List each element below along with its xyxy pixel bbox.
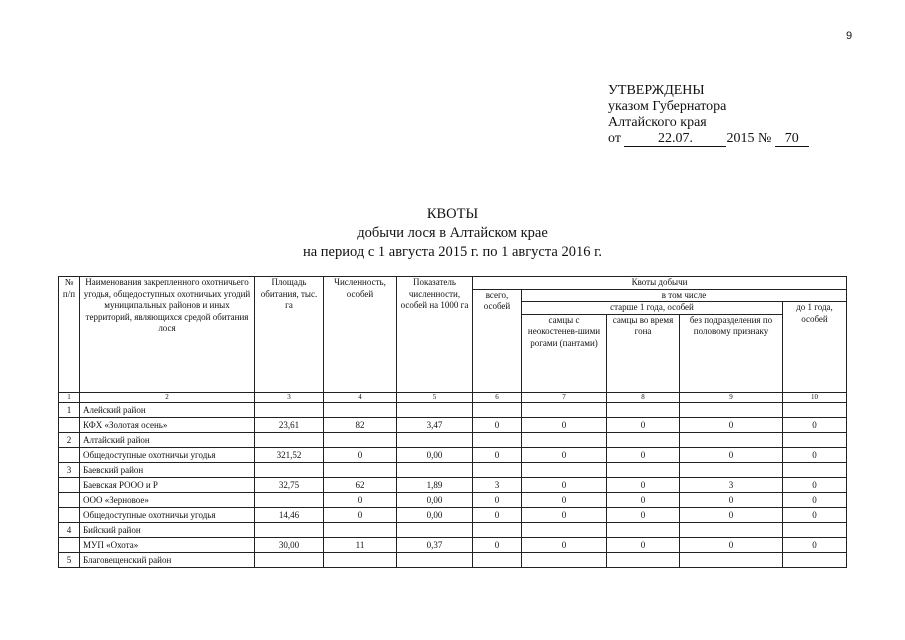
quota-total: 0 — [473, 447, 522, 462]
hunting-ground-name: Баевская РООО и Р — [80, 477, 255, 492]
density-value: 0,00 — [397, 492, 473, 507]
empty-cell — [324, 522, 397, 537]
empty-cell — [607, 552, 680, 567]
quota-males-antlers: 0 — [522, 507, 607, 522]
empty-cell — [473, 522, 522, 537]
empty-cell — [255, 462, 324, 477]
row-number — [59, 507, 80, 522]
count-value: 0 — [324, 447, 397, 462]
district-name: Благовещенский район — [80, 552, 255, 567]
quota-males-antlers: 0 — [522, 492, 607, 507]
column-number: 8 — [607, 392, 680, 402]
quota-males-rut: 0 — [607, 492, 680, 507]
quota-young: 0 — [783, 537, 847, 552]
header-name: Наименования закрепленного охотничьего угодья, общедоступных охотничьих угодий муниципальных районов и иных территорий, являющихся средой обитания лося — [80, 277, 255, 393]
district-name: Бийский район — [80, 522, 255, 537]
empty-cell — [522, 402, 607, 417]
column-number: 5 — [397, 392, 473, 402]
quota-no-sex: 0 — [680, 492, 783, 507]
document-title — [0, 205, 905, 262]
count-value: 11 — [324, 537, 397, 552]
empty-cell — [607, 402, 680, 417]
quota-young: 0 — [783, 447, 847, 462]
empty-cell — [522, 432, 607, 447]
empty-cell — [473, 432, 522, 447]
density-value: 0,37 — [397, 537, 473, 552]
quota-males-antlers: 0 — [522, 537, 607, 552]
empty-cell — [473, 552, 522, 567]
column-number: 2 — [80, 392, 255, 402]
empty-cell — [324, 402, 397, 417]
empty-cell — [397, 522, 473, 537]
empty-cell — [255, 432, 324, 447]
quota-no-sex: 0 — [680, 507, 783, 522]
empty-cell — [397, 462, 473, 477]
page-number: 9 — [846, 30, 853, 42]
quota-no-sex: 0 — [680, 417, 783, 432]
empty-cell — [783, 402, 847, 417]
empty-cell — [397, 432, 473, 447]
density-value: 3,47 — [397, 417, 473, 432]
row-number: 1 — [59, 402, 80, 417]
empty-cell — [397, 402, 473, 417]
quota-males-antlers: 0 — [522, 477, 607, 492]
empty-cell — [680, 432, 783, 447]
area-value — [255, 492, 324, 507]
table-row — [59, 477, 847, 492]
row-number: 5 — [59, 552, 80, 567]
column-number: 6 — [473, 392, 522, 402]
density-value: 0,00 — [397, 507, 473, 522]
empty-cell — [607, 522, 680, 537]
empty-cell — [783, 462, 847, 477]
table-row — [59, 507, 847, 522]
district-name: Баевский район — [80, 462, 255, 477]
area-value: 23,61 — [255, 417, 324, 432]
column-number: 1 — [59, 392, 80, 402]
empty-cell — [255, 522, 324, 537]
area-value: 32,75 — [255, 477, 324, 492]
header-density: Показатель численности, особей на 1000 га — [397, 277, 473, 393]
column-numbers-row — [59, 392, 847, 402]
quota-males-antlers: 0 — [522, 447, 607, 462]
hunting-ground-name: ООО «Зерновое» — [80, 492, 255, 507]
quota-young: 0 — [783, 417, 847, 432]
quota-males-rut: 0 — [607, 507, 680, 522]
quota-total: 0 — [473, 492, 522, 507]
empty-cell — [607, 462, 680, 477]
quota-no-sex: 3 — [680, 477, 783, 492]
area-value: 321,52 — [255, 447, 324, 462]
hunting-ground-name: Общедоступные охотничьи угодья — [80, 447, 255, 462]
quota-no-sex: 0 — [680, 447, 783, 462]
row-number: 4 — [59, 522, 80, 537]
count-value: 0 — [324, 507, 397, 522]
header-area: Площадь обитания, тыс. га — [255, 277, 324, 393]
header-num: № п/п — [59, 277, 80, 393]
table-row — [59, 492, 847, 507]
column-number: 4 — [324, 392, 397, 402]
table-row — [59, 417, 847, 432]
hunting-ground-name: Общедоступные охотничьи угодья — [80, 507, 255, 522]
count-value: 0 — [324, 492, 397, 507]
row-number: 3 — [59, 462, 80, 477]
approval-line-2: Алтайского края — [608, 115, 707, 130]
approval-heading: УТВЕРЖДЕНЫ — [608, 83, 705, 98]
header-males-rut: самцы во время гона — [607, 314, 680, 392]
column-number: 3 — [255, 392, 324, 402]
row-number: 2 — [59, 432, 80, 447]
title-sub: добычи лося в Алтайском крае — [357, 225, 548, 241]
quota-young: 0 — [783, 507, 847, 522]
row-number — [59, 537, 80, 552]
empty-cell — [680, 462, 783, 477]
quota-young: 0 — [783, 492, 847, 507]
density-value: 0,00 — [397, 447, 473, 462]
column-number: 9 — [680, 392, 783, 402]
row-number — [59, 447, 80, 462]
quota-total: 0 — [473, 507, 522, 522]
approval-block — [608, 83, 809, 147]
approval-date: 22.07. — [624, 132, 726, 147]
quota-males-rut: 0 — [607, 537, 680, 552]
header-quotas: Квоты добычи — [473, 277, 847, 290]
column-number: 10 — [783, 392, 847, 402]
district-name: Алейский район — [80, 402, 255, 417]
quota-males-rut: 0 — [607, 477, 680, 492]
empty-cell — [522, 462, 607, 477]
header-total: всего, особей — [473, 289, 522, 392]
area-value: 14,46 — [255, 507, 324, 522]
quota-males-rut: 0 — [607, 417, 680, 432]
quota-table — [58, 276, 847, 568]
quota-total: 3 — [473, 477, 522, 492]
empty-cell — [783, 552, 847, 567]
header-including: в том числе — [522, 289, 847, 302]
district-row — [59, 432, 847, 447]
empty-cell — [324, 462, 397, 477]
empty-cell — [397, 552, 473, 567]
title-main: КВОТЫ — [426, 206, 479, 222]
empty-cell — [255, 402, 324, 417]
quota-no-sex: 0 — [680, 537, 783, 552]
empty-cell — [255, 552, 324, 567]
area-value: 30,00 — [255, 537, 324, 552]
quota-males-rut: 0 — [607, 447, 680, 462]
count-value: 62 — [324, 477, 397, 492]
empty-cell — [783, 522, 847, 537]
quota-young: 0 — [783, 477, 847, 492]
district-row — [59, 402, 847, 417]
empty-cell — [473, 402, 522, 417]
row-number — [59, 477, 80, 492]
hunting-ground-name: МУП «Охота» — [80, 537, 255, 552]
empty-cell — [473, 462, 522, 477]
table-row — [59, 537, 847, 552]
approval-year-label: 2015 № — [726, 131, 772, 146]
quota-males-antlers: 0 — [522, 417, 607, 432]
approval-line-1: указом Губернатора — [608, 99, 727, 114]
approval-number: 70 — [775, 132, 809, 147]
empty-cell — [680, 522, 783, 537]
empty-cell — [324, 552, 397, 567]
empty-cell — [680, 552, 783, 567]
approval-date-line — [608, 131, 809, 147]
quota-total: 0 — [473, 417, 522, 432]
row-number — [59, 417, 80, 432]
header-no-sex: без подразделения по половому признаку — [680, 314, 783, 392]
row-number — [59, 492, 80, 507]
district-name: Алтайский район — [80, 432, 255, 447]
header-older: старше 1 года, особей — [522, 302, 783, 315]
empty-cell — [522, 552, 607, 567]
header-count: Численность, особей — [324, 277, 397, 393]
empty-cell — [522, 522, 607, 537]
density-value: 1,89 — [397, 477, 473, 492]
count-value: 82 — [324, 417, 397, 432]
column-number: 7 — [522, 392, 607, 402]
empty-cell — [607, 432, 680, 447]
district-row — [59, 462, 847, 477]
quota-total: 0 — [473, 537, 522, 552]
district-row — [59, 522, 847, 537]
empty-cell — [680, 402, 783, 417]
district-row — [59, 552, 847, 567]
empty-cell — [783, 432, 847, 447]
table-row — [59, 447, 847, 462]
header-males-antlers: самцы с неокостенев-шими рогами (пантами) — [522, 314, 607, 392]
header-young: до 1 года, особей — [783, 302, 847, 393]
approval-from-label: от — [608, 131, 621, 146]
title-period: на период с 1 августа 2015 г. по 1 августа 2016 г. — [302, 244, 603, 260]
empty-cell — [324, 432, 397, 447]
hunting-ground-name: КФХ «Золотая осень» — [80, 417, 255, 432]
